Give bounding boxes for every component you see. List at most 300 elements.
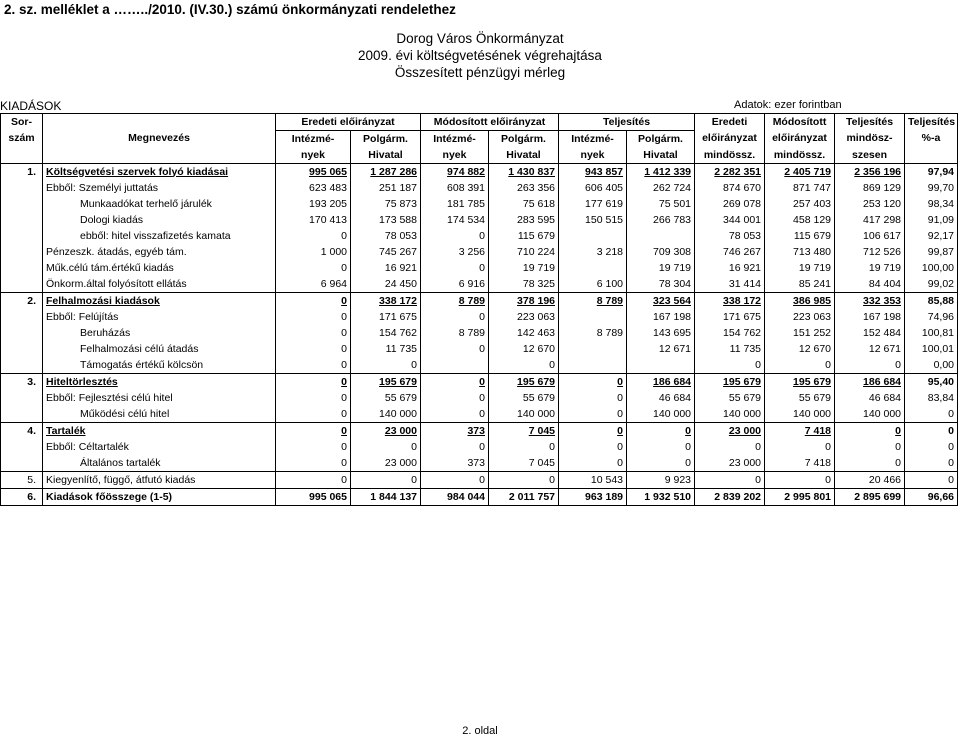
table-row: [1, 423, 958, 440]
col-intezm-1: Intézmé-: [276, 131, 351, 148]
row-name: [43, 374, 276, 391]
table-cell: 55 679: [765, 390, 835, 406]
table-cell: 0: [559, 439, 627, 455]
table-cell: 55 679: [695, 390, 765, 406]
col-nyek-1: nyek: [276, 147, 351, 164]
table-cell: 85 241: [765, 276, 835, 293]
table-cell: 100,81: [905, 325, 958, 341]
table-cell: 0: [627, 423, 695, 440]
table-cell: 0: [421, 260, 489, 276]
table-row: [1, 260, 958, 276]
table-cell: 0: [559, 455, 627, 472]
row-number: 3.: [1, 374, 43, 391]
table-cell: 1 412 339: [627, 164, 695, 181]
table-cell: 0: [765, 357, 835, 374]
table-cell: 171 675: [351, 309, 421, 325]
table-cell: 0: [276, 357, 351, 374]
table-row: [1, 293, 958, 310]
table-cell: 746 267: [695, 244, 765, 260]
table-cell: 11 735: [351, 341, 421, 357]
table-cell: 0: [421, 439, 489, 455]
row-name: [43, 244, 276, 260]
table-cell: 150 515: [559, 212, 627, 228]
page-number: 2. oldal: [462, 725, 498, 737]
table-cell: 74,96: [905, 309, 958, 325]
row-name-text: Munkaadókat terhelő járulék: [80, 197, 212, 210]
table-cell: 75 618: [489, 196, 559, 212]
table-cell: 608 391: [421, 180, 489, 196]
table-cell: 140 000: [765, 406, 835, 423]
table-cell: 0: [276, 423, 351, 440]
table-cell: 84 404: [835, 276, 905, 293]
table-cell: 19 719: [627, 260, 695, 276]
col-sorszam-2: szám: [1, 131, 43, 148]
table-cell: 171 675: [695, 309, 765, 325]
table-cell: 10 543: [559, 472, 627, 489]
table-cell: 0: [765, 472, 835, 489]
row-number: [1, 406, 43, 423]
table-cell: 0: [421, 309, 489, 325]
table-cell: 78 053: [351, 228, 421, 244]
row-number: [1, 196, 43, 212]
table-cell: 0: [765, 439, 835, 455]
row-name-text: ebből: hitel visszafizetés kamata: [80, 229, 231, 242]
row-name: [43, 325, 276, 341]
table-cell: 223 063: [765, 309, 835, 325]
row-name-text: Ebből: Felújítás: [46, 310, 119, 323]
table-cell: 0: [276, 439, 351, 455]
table-row: [1, 489, 958, 506]
table-cell: 995 065: [276, 489, 351, 506]
table-cell: 97,94: [905, 164, 958, 181]
row-name-text: Ebből: Céltartalék: [46, 440, 129, 453]
table-cell: 11 735: [695, 341, 765, 357]
table-cell: 8 789: [421, 293, 489, 310]
table-cell: 253 120: [835, 196, 905, 212]
table-row: [1, 276, 958, 293]
table-cell: 0: [421, 390, 489, 406]
row-name: [43, 472, 276, 489]
table-cell: [421, 357, 489, 374]
col-modositott-ei: Módosított előirányzat: [421, 114, 559, 131]
row-name: [43, 180, 276, 196]
row-number: [1, 260, 43, 276]
row-name: [43, 357, 276, 374]
table-cell: 23 000: [351, 455, 421, 472]
unit-note: Adatok: ezer forintban: [734, 99, 842, 111]
table-row: [1, 374, 958, 391]
table-cell: 0: [276, 309, 351, 325]
table-cell: 0: [276, 325, 351, 341]
table-cell: 0: [276, 406, 351, 423]
table-cell: 140 000: [489, 406, 559, 423]
table-cell: 12 671: [835, 341, 905, 357]
table-cell: 0: [489, 357, 559, 374]
table-cell: 0: [559, 406, 627, 423]
table-cell: 0: [276, 260, 351, 276]
row-number: [1, 390, 43, 406]
table-cell: 167 198: [627, 309, 695, 325]
table-cell: 12 670: [489, 341, 559, 357]
col-intezm-2: Intézmé-: [421, 131, 489, 148]
header-blank-4: [905, 147, 958, 164]
row-name-text: Pénzeszk. átadás, egyéb tám.: [46, 245, 187, 258]
table-cell: 0: [489, 439, 559, 455]
table-cell: 710 224: [489, 244, 559, 260]
table-cell: 344 001: [695, 212, 765, 228]
table-cell: 140 000: [695, 406, 765, 423]
table-cell: 7 045: [489, 455, 559, 472]
table-cell: 46 684: [627, 390, 695, 406]
table-cell: 283 595: [489, 212, 559, 228]
col-megnevezes: Megnevezés: [43, 131, 276, 148]
table-cell: 874 670: [695, 180, 765, 196]
table-cell: 0: [835, 357, 905, 374]
report-title: 2009. évi költségvetésének végrehajtása: [358, 48, 602, 63]
annex-title: 2. sz. melléklet a ……../2010. (IV.30.) számú önkormányzati rendelethez: [4, 2, 456, 17]
row-name: [43, 390, 276, 406]
row-number: [1, 325, 43, 341]
table-cell: 95,40: [905, 374, 958, 391]
table-cell: 338 172: [695, 293, 765, 310]
row-name: [43, 196, 276, 212]
table-cell: 99,02: [905, 276, 958, 293]
table-cell: 140 000: [835, 406, 905, 423]
table-cell: 1 287 286: [351, 164, 421, 181]
row-name-text: Ebből: Személyi juttatás: [46, 181, 159, 194]
table-cell: [559, 341, 627, 357]
table-cell: 16 921: [351, 260, 421, 276]
row-name-text: Beruházás: [80, 326, 131, 339]
col-intezm-3: Intézmé-: [559, 131, 627, 148]
table-cell: 8 789: [559, 293, 627, 310]
row-number: [1, 455, 43, 472]
table-row: [1, 455, 958, 472]
table-cell: 2 011 757: [489, 489, 559, 506]
col-polgarm-3: Polgárm.: [627, 131, 695, 148]
table-cell: 8 789: [421, 325, 489, 341]
col-teljesites: Teljesítés: [559, 114, 695, 131]
col-modositott: Módosított: [765, 114, 835, 131]
table-cell: 0: [835, 439, 905, 455]
table-cell: 871 747: [765, 180, 835, 196]
table-cell: 0: [559, 374, 627, 391]
table-cell: 23 000: [695, 455, 765, 472]
section-label: KIADÁSOK: [0, 99, 62, 113]
row-number: [1, 341, 43, 357]
table-cell: 115 679: [765, 228, 835, 244]
col-nyek-2: nyek: [421, 147, 489, 164]
table-cell: 75 501: [627, 196, 695, 212]
table-cell: 19 719: [835, 260, 905, 276]
table-row: [1, 390, 958, 406]
col-mindossz-2: mindössz.: [765, 147, 835, 164]
table-cell: 142 463: [489, 325, 559, 341]
table-cell: 1 932 510: [627, 489, 695, 506]
table-cell: [559, 228, 627, 244]
table-cell: 0: [695, 439, 765, 455]
row-name: [43, 276, 276, 293]
table-cell: 140 000: [351, 406, 421, 423]
table-cell: 186 684: [835, 374, 905, 391]
table-cell: 143 695: [627, 325, 695, 341]
table-cell: 0,00: [905, 357, 958, 374]
header-blank: [43, 114, 276, 131]
table-row: [1, 212, 958, 228]
row-name-text: Költségvetési szervek folyó kiadásai: [46, 165, 229, 178]
table-cell: 0: [905, 406, 958, 423]
table-cell: 712 526: [835, 244, 905, 260]
table-cell: 195 679: [351, 374, 421, 391]
table-cell: 23 000: [695, 423, 765, 440]
table-cell: 140 000: [627, 406, 695, 423]
row-name-text: Ebből: Fejlesztési célú hitel: [46, 391, 173, 404]
row-number: [1, 309, 43, 325]
table-row: [1, 325, 958, 341]
table-row: [1, 309, 958, 325]
row-number: [1, 180, 43, 196]
row-name-text: Kiegyenlítő, függő, átfutó kiadás: [46, 473, 196, 486]
table-cell: [627, 357, 695, 374]
row-name: [43, 406, 276, 423]
table-cell: 19 719: [765, 260, 835, 276]
table-cell: 2 895 699: [835, 489, 905, 506]
table-cell: 257 403: [765, 196, 835, 212]
table-cell: 0: [905, 455, 958, 472]
table-cell: 943 857: [559, 164, 627, 181]
table-cell: 869 129: [835, 180, 905, 196]
table-cell: 0: [489, 472, 559, 489]
header-row-2: [1, 131, 958, 148]
table-cell: 262 724: [627, 180, 695, 196]
row-name-text: Támogatás értékű kölcsön: [80, 358, 204, 371]
table-cell: 7 418: [765, 423, 835, 440]
table-cell: 2 995 801: [765, 489, 835, 506]
table-cell: 3 256: [421, 244, 489, 260]
row-name-text: Általános tartalék: [80, 456, 161, 469]
table-cell: [559, 309, 627, 325]
table-cell: 174 534: [421, 212, 489, 228]
table-cell: 152 484: [835, 325, 905, 341]
table-row: [1, 244, 958, 260]
table-cell: 458 129: [765, 212, 835, 228]
table-cell: 9 923: [627, 472, 695, 489]
table-cell: 46 684: [835, 390, 905, 406]
table-cell: 713 480: [765, 244, 835, 260]
table-row: [1, 472, 958, 489]
row-name-text: Felhalmozási kiadások: [46, 294, 160, 307]
report-subtitle: Összesített pénzügyi mérleg: [394, 65, 566, 80]
table-cell: 177 619: [559, 196, 627, 212]
table-cell: 0: [276, 341, 351, 357]
header-blank-3: [43, 147, 276, 164]
table-cell: 6 964: [276, 276, 351, 293]
table-cell: 0: [559, 390, 627, 406]
table-cell: 2 356 196: [835, 164, 905, 181]
table-cell: 151 252: [765, 325, 835, 341]
table-cell: 974 882: [421, 164, 489, 181]
row-name-text: Működési célú hitel: [80, 407, 170, 420]
row-name: [43, 423, 276, 440]
table-cell: 263 356: [489, 180, 559, 196]
row-name-text: Dologi kiadás: [80, 213, 144, 226]
header-row-3: [1, 147, 958, 164]
col-nyek-3: nyek: [559, 147, 627, 164]
row-name: [43, 455, 276, 472]
table-cell: 23 000: [351, 423, 421, 440]
table-cell: 31 414: [695, 276, 765, 293]
table-cell: 91,09: [905, 212, 958, 228]
table-cell: 0: [276, 228, 351, 244]
row-number: [1, 357, 43, 374]
row-name: [43, 293, 276, 310]
col-polgarm-2: Polgárm.: [489, 131, 559, 148]
header-blank-2: [1, 147, 43, 164]
table-cell: 0: [276, 472, 351, 489]
table-cell: 266 783: [627, 212, 695, 228]
table-cell: 85,88: [905, 293, 958, 310]
table-cell: 181 785: [421, 196, 489, 212]
row-name-text: Felhalmozási célú átadás: [80, 342, 199, 355]
table-cell: 0: [276, 293, 351, 310]
table-cell: 984 044: [421, 489, 489, 506]
table-cell: 417 298: [835, 212, 905, 228]
table-cell: 78 053: [695, 228, 765, 244]
row-number: 5.: [1, 472, 43, 489]
table-cell: 0: [559, 423, 627, 440]
table-cell: 55 679: [351, 390, 421, 406]
table-cell: 373: [421, 455, 489, 472]
table-cell: 0: [421, 228, 489, 244]
row-name-text: Kiadások főösszege (1-5): [46, 490, 173, 503]
table-cell: 0: [905, 423, 958, 440]
row-name: [43, 212, 276, 228]
table-cell: 745 267: [351, 244, 421, 260]
table-cell: 0: [905, 439, 958, 455]
table-cell: 373: [421, 423, 489, 440]
col-szesen: szesen: [835, 147, 905, 164]
table-cell: 16 921: [695, 260, 765, 276]
table-cell: 963 189: [559, 489, 627, 506]
table-cell: 193 205: [276, 196, 351, 212]
table-cell: 0: [351, 472, 421, 489]
col-hivatal-3: Hivatal: [627, 147, 695, 164]
table-cell: 99,70: [905, 180, 958, 196]
table-cell: 995 065: [276, 164, 351, 181]
row-number: [1, 439, 43, 455]
table-cell: 167 198: [835, 309, 905, 325]
table-cell: 8 789: [559, 325, 627, 341]
table-row: [1, 196, 958, 212]
table-cell: 3 218: [559, 244, 627, 260]
row-number: [1, 212, 43, 228]
table-cell: 0: [421, 341, 489, 357]
table-cell: 195 679: [765, 374, 835, 391]
table-cell: 12 671: [627, 341, 695, 357]
row-name: [43, 341, 276, 357]
table-cell: 19 719: [489, 260, 559, 276]
table-cell: [559, 260, 627, 276]
table-row: [1, 439, 958, 455]
table-cell: 0: [905, 472, 958, 489]
table-cell: 100,00: [905, 260, 958, 276]
table-row: [1, 180, 958, 196]
row-name: [43, 309, 276, 325]
table-cell: 223 063: [489, 309, 559, 325]
row-name: [43, 228, 276, 244]
table-cell: 99,87: [905, 244, 958, 260]
table-cell: 115 679: [489, 228, 559, 244]
table-cell: 2 839 202: [695, 489, 765, 506]
table-cell: 0: [835, 455, 905, 472]
table-cell: 0: [695, 357, 765, 374]
col-eloiranyzat-2: előirányzat: [765, 131, 835, 148]
table-cell: 20 466: [835, 472, 905, 489]
table-cell: 0: [351, 439, 421, 455]
row-number: [1, 276, 43, 293]
col-pct: %-a: [905, 131, 958, 148]
table-cell: 92,17: [905, 228, 958, 244]
table-row: [1, 164, 958, 181]
table-cell: 1 844 137: [351, 489, 421, 506]
col-hivatal-2: Hivatal: [489, 147, 559, 164]
table-cell: 195 679: [489, 374, 559, 391]
table-cell: 323 564: [627, 293, 695, 310]
table-cell: 170 413: [276, 212, 351, 228]
row-name-text: Tartalék: [46, 424, 86, 437]
table-cell: 623 483: [276, 180, 351, 196]
row-name: [43, 260, 276, 276]
col-mindossz-1: mindössz.: [695, 147, 765, 164]
col-sorszam: Sor-: [1, 114, 43, 131]
table-cell: 1 430 837: [489, 164, 559, 181]
expenditure-table: [0, 113, 958, 506]
table-cell: 332 353: [835, 293, 905, 310]
table-cell: [559, 357, 627, 374]
table-cell: 709 308: [627, 244, 695, 260]
table-cell: 0: [627, 455, 695, 472]
col-hivatal-1: Hivatal: [351, 147, 421, 164]
table-cell: 378 196: [489, 293, 559, 310]
row-name-text: Hiteltörlesztés: [46, 375, 118, 388]
row-number: 4.: [1, 423, 43, 440]
table-cell: 12 670: [765, 341, 835, 357]
table-cell: 2 405 719: [765, 164, 835, 181]
table-cell: 0: [276, 374, 351, 391]
table-cell: 338 172: [351, 293, 421, 310]
table-cell: 0: [276, 390, 351, 406]
table-row: [1, 341, 958, 357]
table-cell: 78 325: [489, 276, 559, 293]
table-cell: 7 045: [489, 423, 559, 440]
row-name-text: Műk.célú tám.értékű kiadás: [46, 261, 174, 274]
table-cell: 0: [421, 374, 489, 391]
col-teljesites-mind: Teljesítés: [835, 114, 905, 131]
table-cell: 6 100: [559, 276, 627, 293]
row-number: [1, 228, 43, 244]
row-number: 2.: [1, 293, 43, 310]
table-cell: 24 450: [351, 276, 421, 293]
table-cell: 78 304: [627, 276, 695, 293]
table-cell: 75 873: [351, 196, 421, 212]
table-cell: 154 762: [695, 325, 765, 341]
row-number: 1.: [1, 164, 43, 181]
col-teljesites-pct: Teljesítés: [905, 114, 958, 131]
table-cell: 98,34: [905, 196, 958, 212]
table-cell: 83,84: [905, 390, 958, 406]
row-name-text: Önkorm.által folyósított ellátás: [46, 277, 187, 290]
col-polgarm-1: Polgárm.: [351, 131, 421, 148]
